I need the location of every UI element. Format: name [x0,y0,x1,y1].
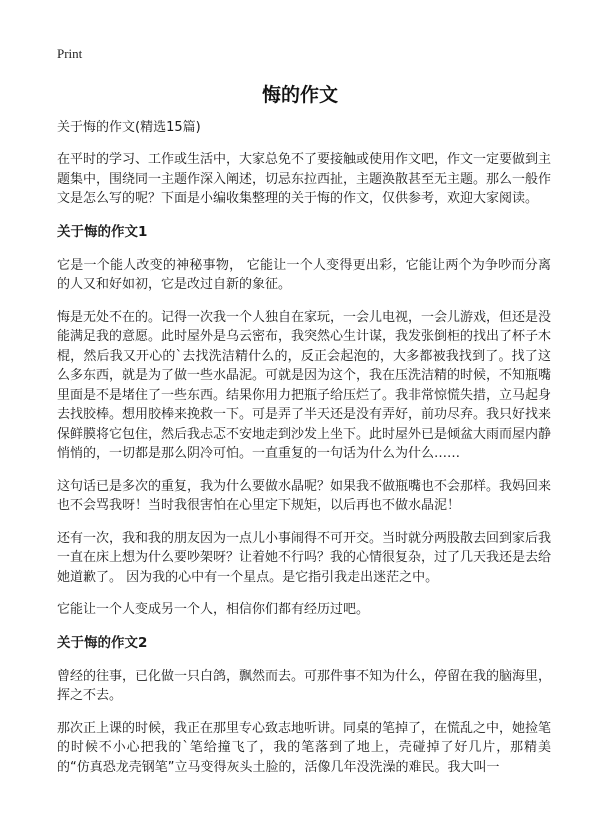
paragraph: 它能让一个人变成另一个人，相信你们都有经历过吧。 [57,602,370,617]
page-title: 悔的作文 [261,84,338,106]
section-heading: 关于悔的作文2 [57,634,148,651]
article-subtitle: 关于悔的作文(精选15篇) [57,120,201,135]
intro-paragraph: 在平时的学习、工作或生活中，大家总免不了要接触或使用作文吧，作文一定要做到主题集中，围绕同一主题作深入阐述，切忌东拉西扯，主题涣散甚至无主题。那么一般作文是怎么写的呢？下面是小编收集整理的关于悔的作文，仅供参考，欢迎大家阅读。 [57,152,552,206]
paragraph: 还有一次，我和我的朋友因为一点儿小事闹得不可开交。当时就分两股散去回到家后我一直在床上想为什么要吵架呀？让着她不行吗？我的心情很复杂，过了几天我还是去给她道歉了。 因为我的心中有一个星点。是它指引我走出迷茫之中。 [57,530,552,585]
paragraph: 这句话已是多次的重复，我为什么要做水晶呢？如果我不做瓶嘴也不会那样。我妈回来也不会骂我呀！当时我很害怕在心里定下规矩，以后再也不做水晶泥！ [57,478,552,513]
section-heading: 关于悔的作文1 [57,223,148,240]
paragraph: 曾经的往事，已化做一只白鸽，飘然而去。可那件事不知为什么，停留在我的脑海里，挥之不去。 [57,668,552,703]
article-body [57,118,551,790]
paragraph: 悔是无处不在的。记得一次我一个人独自在家玩，一会儿电视，一会儿游戏，但还是没能满足我的意愿。此时屋外是乌云密布，我突然心生计谋，我发张倒柜的找出了杯子木棍，然后我又开心的`去找洗洁精什么的，反正会起泡的，大多都被我找到了。找了这么多东西，就是为了做一些水晶泥。可就是因为这个，我在压洗洁精的时候，不知瓶嘴里面是不是堵住了一些东西。结果你用力把瓶子给压烂了。我非常惊慌失措，立马起身去找胶棒。想用胶棒来挽救一下。可是弄了半天还是没有弄好，前功尽弃。我只好找来保鲜膜将它包住，然后我忐忑不安地走到沙发上坐下。此时屋外已是倾盆大雨而屋内静悄悄的，一切都是那么阴冷可怕。一直重复的一句话为什么为什么…… [57,309,552,461]
paragraph: 它是一个能人改变的神秘事物， 它能让一个人变得更出彩，它能让两个为争吵而分离的人又和好如初，它是改过自新的象征。 [57,257,551,292]
paragraph: 那次正上课的时候，我正在那里专心致志地听讲。同桌的笔掉了，在慌乱之中，她捡笔的时候不小心把我的`笔给撞飞了，我的笔落到了地上，壳碰掉了好几片，那精美的“仿真恐龙壳钢笔”立马变得灰头土脸的，活像几年没洗澡的难民。我大叫一 [57,720,552,775]
print-link[interactable]: Print [57,46,83,61]
